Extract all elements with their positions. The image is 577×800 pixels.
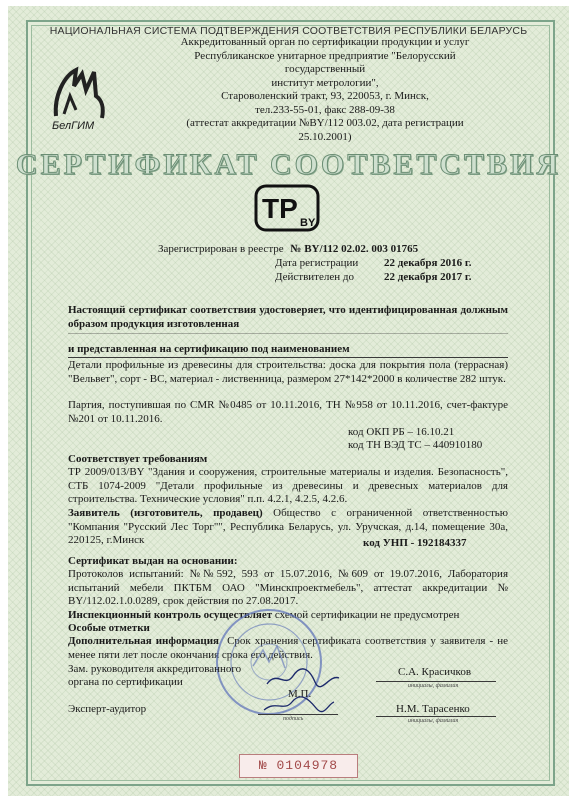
registry-number: № BY/112 02.02. 003 01765 bbox=[290, 243, 419, 255]
divider bbox=[68, 357, 508, 358]
batch-description: Партия, поступившая по CMR №0485 от 10.11.2016, ТН №958 от 10.11.2016, счет-фактуре №201 от 10.11.2016. bbox=[68, 399, 508, 425]
org-line: (аттестат аккредитации №BY/112 003.02, дата регистрации 25.10.2001) bbox=[186, 117, 464, 143]
registry-label: Зарегистрирован в реестре bbox=[158, 243, 284, 255]
issuing-organization bbox=[160, 36, 490, 144]
applicant-text: Общество с ограниченной ответственностью "Компания "Русский Лес Торг"", Республика Беларусь, ул. Уручская, д.14, помещение 30а, 220125, г.Минск bbox=[68, 507, 509, 546]
name-label: и представленная на сертификацию под наименованием bbox=[68, 343, 350, 355]
notes-label: Особые отметки bbox=[68, 622, 150, 634]
logo-text: БелГИМ bbox=[52, 120, 95, 132]
tr-mark-main: TP bbox=[262, 193, 298, 224]
basis-label: Сертификат выдан на основании: bbox=[68, 555, 238, 567]
expert-signature-icon bbox=[258, 694, 338, 716]
okp-code: код ОКП РБ – 16.10.21 bbox=[348, 426, 455, 438]
deputy-label-1: Зам. руководителя аккредитованного bbox=[68, 663, 242, 675]
reg-date: 22 декабря 2016 г. bbox=[384, 257, 472, 269]
tr-mark-sub: BY bbox=[300, 217, 316, 229]
valid-until-date: 22 декабря 2017 г. bbox=[384, 271, 472, 283]
initials-caption: инициалы, фамилия bbox=[408, 683, 459, 689]
applicant-label: Заявитель (изготовитель, продавец) bbox=[68, 507, 263, 519]
signature-caption: подпись bbox=[283, 716, 304, 722]
certify-intro: Настоящий сертификат соответствия удостоверяет, что идентифицированная должным образом продукция изготовленная bbox=[68, 304, 508, 330]
org-line: Республиканское унитарное предприятие "Белорусский государственный bbox=[194, 49, 456, 75]
requirements-text: ТР 2009/013/BY "Здания и сооружения, строительные материалы и изделия. Безопасность", СТБ 1074-2009 "Детали профильные из древесины и древесных материалов для строительства. Технические условия" п.п. 4.2.1, 4.2.5, 4.2.6. bbox=[68, 466, 508, 505]
org-line: институт метрологии", bbox=[271, 76, 379, 89]
serial-number: № 0104978 bbox=[239, 754, 358, 778]
initials-caption: инициалы, фамилия bbox=[408, 718, 459, 724]
expert-label: Эксперт-аудитор bbox=[68, 703, 147, 715]
reg-date-label: Дата регистрации bbox=[275, 257, 359, 269]
inspection-label: Инспекционный контроль осуществляет bbox=[68, 609, 273, 621]
org-line: тел.233-55-01, факс 288-09-38 bbox=[255, 103, 395, 116]
additional-label: Дополнительная информация bbox=[68, 635, 220, 647]
expert-name-line bbox=[376, 716, 496, 717]
unp-code: код УНП - 192184337 bbox=[363, 537, 467, 549]
deputy-name: С.А. Красичков bbox=[398, 666, 472, 678]
mp-mark: М.П. bbox=[288, 688, 312, 700]
registry-line bbox=[158, 243, 418, 255]
tr-by-mark-icon bbox=[254, 184, 320, 232]
system-heading: НАЦИОНАЛЬНАЯ СИСТЕМА ПОДТВЕРЖДЕНИЯ СООТВЕТСТВИЯ РЕСПУБЛИКИ БЕЛАРУСЬ bbox=[49, 25, 528, 37]
valid-until-label: Действителен до bbox=[275, 271, 354, 283]
expert-name: Н.М. Тарасенко bbox=[396, 703, 470, 715]
inspection-text: схемой сертификации не предусмотрен bbox=[274, 609, 460, 621]
org-line: Аккредитованный орган по сертификации продукции и услуг bbox=[180, 36, 470, 48]
deputy-label-2: органа по сертификации bbox=[68, 676, 183, 688]
deputy-signature-icon bbox=[263, 666, 343, 690]
certificate-title: СЕРТИФИКАТ СООТВЕТСТВИЯ bbox=[15, 148, 562, 181]
org-line: Староволенский тракт, 93, 220053, г. Минск, bbox=[221, 90, 429, 102]
deputy-name-line bbox=[376, 681, 496, 682]
basis-text: Протоколов испытаний: №№592, 593 от 15.07.2016, №609 от 19.07.2016, Лаборатория испытаний мебели ПКТБМ ОАО "Минскпроектмебель", аттестат аккредитации № BY/112.02.1.0.0289, срок действия по 27.08.2017. bbox=[68, 568, 508, 607]
expert-signature-line bbox=[258, 714, 338, 715]
tnved-code: код ТН ВЭД ТС – 440910180 bbox=[348, 439, 483, 451]
product-description: Детали профильные из древесины для строительства: доска для покрытия пола (терраcная) "Вельвет", сорт - ВС, материал - лиственница, размером 27*142*2000 в количестве 282 штук. bbox=[68, 359, 508, 385]
additional-text: Срок хранения сертификата соответствия у заявителя - не менее пяти лет после окончания срока его действия. bbox=[68, 635, 509, 661]
certificate-sheet bbox=[8, 6, 569, 796]
blurred-line bbox=[68, 333, 508, 334]
requirements-label: Соответствует требованиям bbox=[68, 453, 208, 465]
